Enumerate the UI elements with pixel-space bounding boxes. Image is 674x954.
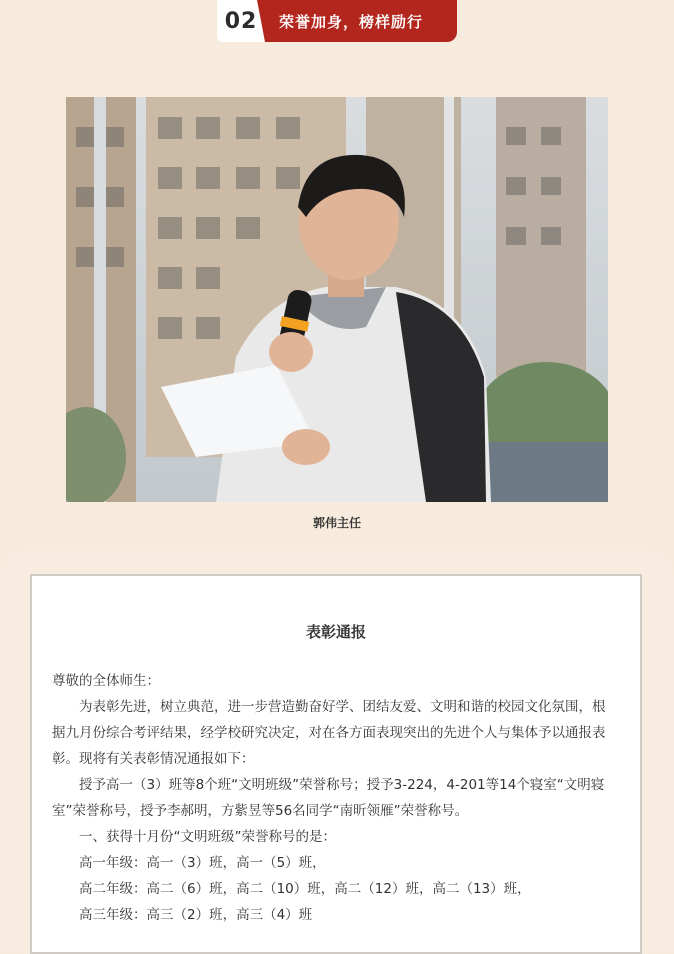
notice-paragraph: 高一年级：高一（3）班，高一（5）班， [79, 855, 326, 871]
notice-card [30, 574, 642, 954]
section-number: 02 [217, 0, 265, 42]
notice-greeting: 尊敬的全体师生： [52, 673, 160, 689]
section-title: 荣誉加身，榜样励行 [265, 0, 457, 42]
notice-paragraph: 高三年级：高三（2）班，高三（4）班 [79, 907, 313, 923]
notice-paragraph: 一、获得十月份“文明班级”荣誉称号的是： [79, 829, 336, 845]
photo-caption: 郭伟主任 [312, 516, 361, 530]
speaker-illustration [66, 97, 608, 502]
notice-body [52, 668, 612, 928]
notice-paragraph: 授予高一（3）班等8个班“文明班级”荣誉称号；授予3-224，4-201等14个寝室“文明寝室”荣誉称号，授予李郝明，方紫昱等56名同学“南昕领雁”荣誉称号。 [52, 777, 605, 819]
speaker-photo [66, 97, 608, 502]
notice-paragraph: 高二年级：高二（6）班，高二（10）班，高二（12）班，高二（13）班， [79, 881, 531, 897]
notice-title: 表彰通报 [305, 623, 366, 641]
notice-paragraph: 为表彰先进，树立典范，进一步营造勤奋好学、团结友爱、文明和谐的校园文化氛围，根据九月份综合考评结果，经学校研究决定，对在各方面表现突出的先进个人与集体予以通报表彰。现将有关表彰情况通报如下： [52, 699, 606, 767]
section-header [217, 0, 457, 42]
